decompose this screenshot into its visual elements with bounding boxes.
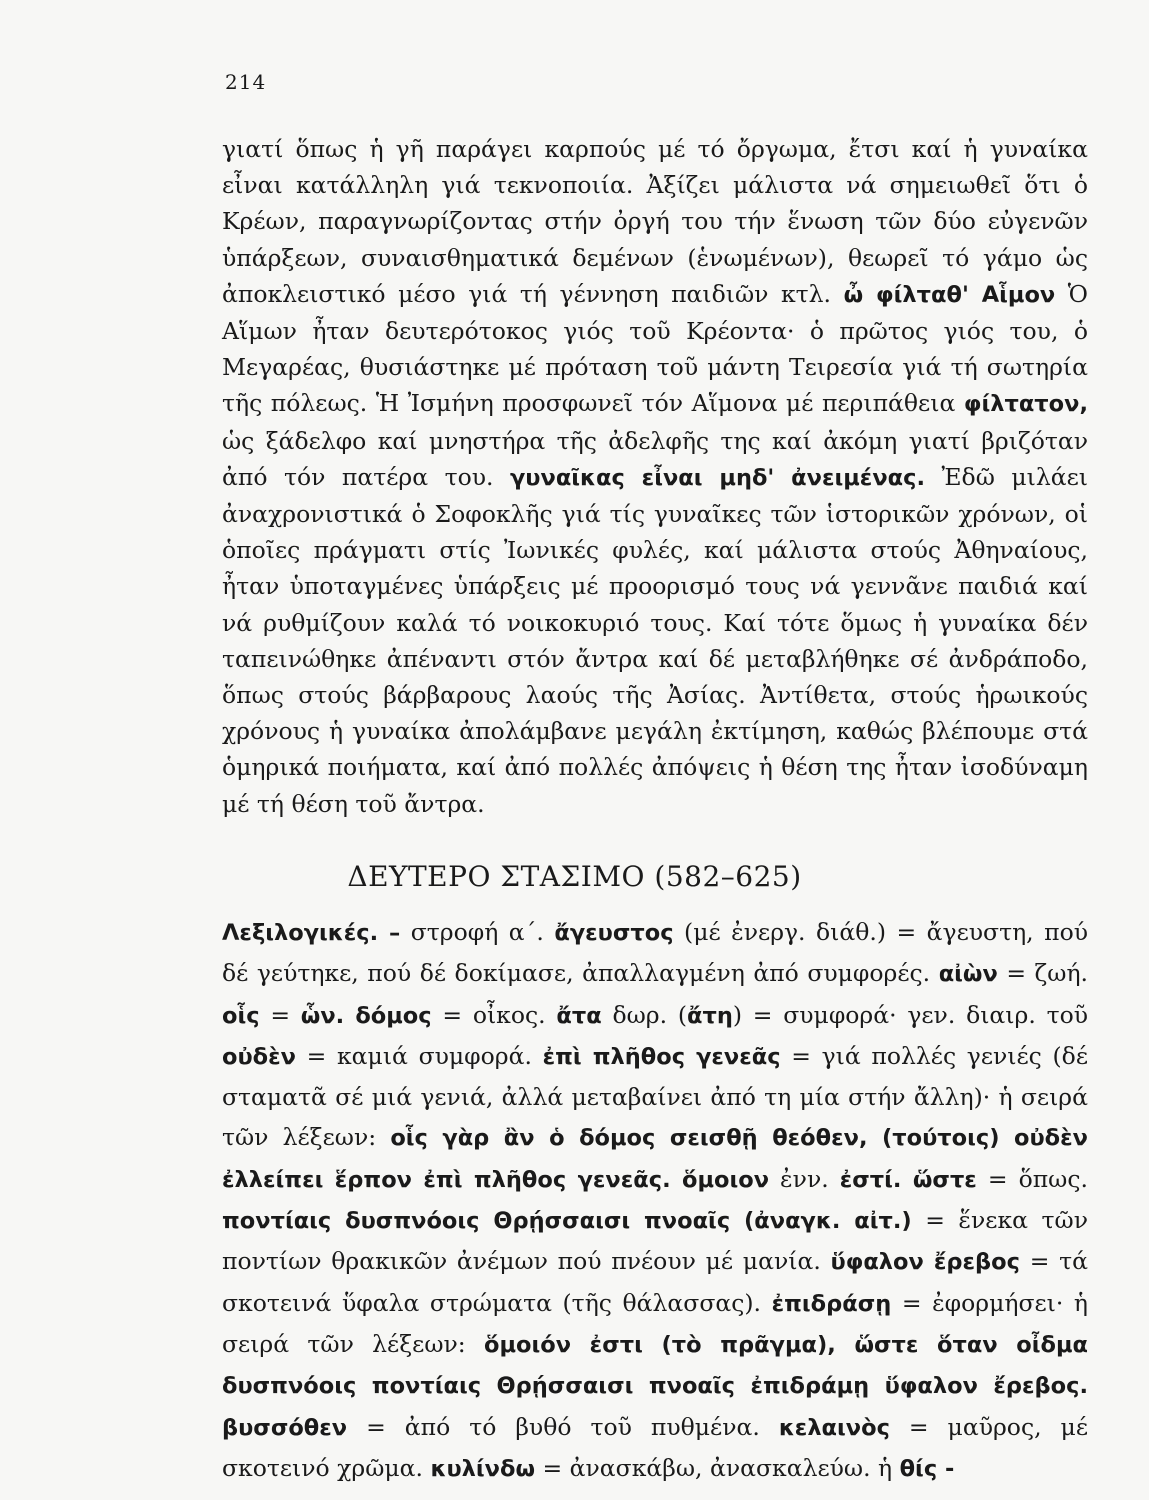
lemma: ἐπιδράσῃ [771, 1290, 892, 1317]
lemma: ἐπὶ πλῆθος γενεᾶς [542, 1043, 781, 1070]
lemma: ἐστί. ὥστε [839, 1166, 977, 1193]
text-run: = μαῦρος, μέ σκοτεινό χρῶμα. [222, 1412, 1088, 1482]
text-run: = ἕνεκα τῶν ποντίων θρακικῶν ἀνέμων πού πνέουν μέ μανία. [222, 1206, 1088, 1276]
lemma: γυναῖκας εἶναι μηδ' ἀνειμένας. [509, 464, 925, 491]
text-run: Ἐδῶ μιλάει ἀναχρονιστικά ὁ Σοφοκλῆς γιά τίς γυναῖκες τῶν ἱστορικῶν χρόνων, οἱ ὁποῖες πράγματι στίς Ἰωνικές φυλές, καί μάλιστα στούς Ἀθηναίους, ἦταν ὑποταγμένες ὑπάρξεις μέ προορισμό τους νά γεννᾶνε παιδιά καί νά ρυθμίζουν καλά τό νοικοκυριό τους. Καί τότε ὅμως ἡ γυναίκα δέν ταπεινώθηκε ἀπέναντι στόν ἄντρα καί δέ μεταβλήθηκε σέ ἀνδράποδο, ὅπως στούς βάρβαρους λαούς τῆς Ἀσίας. Ἀντίθετα, στούς ἡρωικούς χρόνους ἡ γυναίκα ἀπολάμβανε μεγάλη ἐκτίμηση, καθώς βλέπουμε στά ὁμηρικά ποιήματα, καί ἀπό πολλές ἀπόψεις ἡ θέση της ἦταν ἰσοδύναμη μέ τή θέση τοῦ ἄντρα. [222, 462, 1088, 818]
text-run: = ἀπό τό βυθό τοῦ πυθμένα. [347, 1412, 779, 1441]
lemma: ὅμοιόν ἐστι (τὸ πρᾶγμα), ὥστε ὅταν οἶδμα δυσπνόοις ποντίαις Θρῄσσαισι πνοαῖς ἐπιδράμῃ ὕφαλον ἔρεβος. βυσσόθεν [222, 1331, 1089, 1441]
text-run: (μέ ἐνεργ. διάθ.) = ἄγευστη, πού δέ γεύτηκε, πού δέ δοκίμασε, ἀπαλλαγμένη ἀπό συμφορές. [222, 918, 1089, 988]
text-run: γιατί ὅπως ἡ γῆ παράγει καρπούς μέ τό ὄργωμα, ἔτσι καί ἡ γυναίκα εἶναι κατάλληλη γιά τεκνοποιία. Ἀξίζει μάλιστα νά σημειωθεῖ ὅτι ὁ Κρέων, παραγνωρίζοντας στήν ὀργή του τήν ἕνωση τῶν δύο εὐγενῶν ὑπάρξεων, συναισθηματικά δεμένων (ἑνωμένων), θεωρεῖ τό γάμο ὡς ἀποκλειστικό μέσο γιά τή γέννηση παιδιῶν κτλ. [222, 135, 1088, 308]
commentary-paragraph [222, 131, 1088, 822]
text-run: ὡς ξάδελφο καί μνηστήρα τῆς ἀδελφῆς της καί ἀκόμη γιατί βριζόταν ἀπό τόν πατέρα του. [222, 426, 1088, 491]
text-run: = τά σκοτεινά ὕφαλα στρώματα (τῆς θάλασσας). [222, 1247, 1088, 1317]
lemma: οὐδὲν [222, 1043, 296, 1070]
lemma: φίλτατον, [963, 391, 1088, 418]
text-run: δωρ. ( [601, 1000, 687, 1029]
lemma: κυλίνδω [430, 1455, 536, 1482]
vocabulary-paragraph [222, 912, 1088, 1489]
lemma: κελαινὸς [778, 1414, 890, 1441]
text-run: ἐνν. [769, 1164, 840, 1193]
lemma: οἷς γὰρ ἂν ὁ δόμος σεισθῇ θεόθεν, (τούτοις) οὐδὲν ἐλλείπει ἕρπον ἐπὶ πλῆθος γενεᾶς. ὅμοιον [222, 1125, 1088, 1193]
text-run: = οἶκος. [431, 1000, 557, 1029]
text-run: = γιά πολλές γενιές (δέ σταματᾶ σέ μιά γενιά, ἀλλά μεταβαίνει ἀπό τη μία στήν ἄλλη)· ἡ σειρά τῶν λέξεων: [222, 1041, 1089, 1152]
text-run: = ἀνασκάβω, ἀνασκαλεύω. ἡ [535, 1453, 900, 1482]
lemma: θίς - [899, 1455, 955, 1482]
section-heading: ΔΕΥΤΕΡΟ ΣΤΑΣΙΜΟ (582–625) [347, 860, 802, 893]
text-run: = ἐφορμήσει· ἡ σειρά τῶν λέξεων: [222, 1288, 1088, 1358]
text-run: = ὅπως. [976, 1164, 1088, 1193]
text-run: Ὁ Αἵμων ἦταν δευτερότοκος γιός τοῦ Κρέοντα· ὁ πρῶτος γιός του, ὁ Μεγαρέας, θυσιάστηκε μέ πρόταση τοῦ μάντη Τειρεσία γιά τή σωτηρία τῆς πόλεως. Ἡ Ἰσμήνη προσφωνεῖ τόν Αἵμονα μέ περιπάθεια [222, 279, 1089, 418]
lemma: ὦ φίλταθ' Αἷμον [843, 281, 1056, 308]
text-run: = [259, 1000, 301, 1029]
lemma: οἷς [222, 1002, 260, 1029]
text-run: = ζωή. [997, 959, 1088, 988]
page-number: 214 [225, 70, 267, 94]
text-run: ) = συμφορά· γεν. διαιρ. τοῦ [732, 1000, 1088, 1029]
lemma: αἰὼν [938, 961, 998, 988]
text-run: = καμιά συμφορά. [295, 1041, 543, 1070]
lemma: ἄτα [556, 1002, 602, 1029]
lemma: Λεξιλογικές. – [222, 920, 401, 946]
lemma: ἄτη [687, 1002, 733, 1029]
text-run: στροφή α΄. [400, 918, 555, 946]
lemma: ἄγευστος [554, 920, 674, 946]
lemma: ποντίαις δυσπνόοις Θρῄσσαισι πνοαῖς (ἀναγκ. αἰτ.) [222, 1208, 912, 1235]
lemma: ὧν. δόμος [300, 1002, 432, 1029]
lemma: ὕφαλον ἔρεβος [830, 1249, 1020, 1276]
